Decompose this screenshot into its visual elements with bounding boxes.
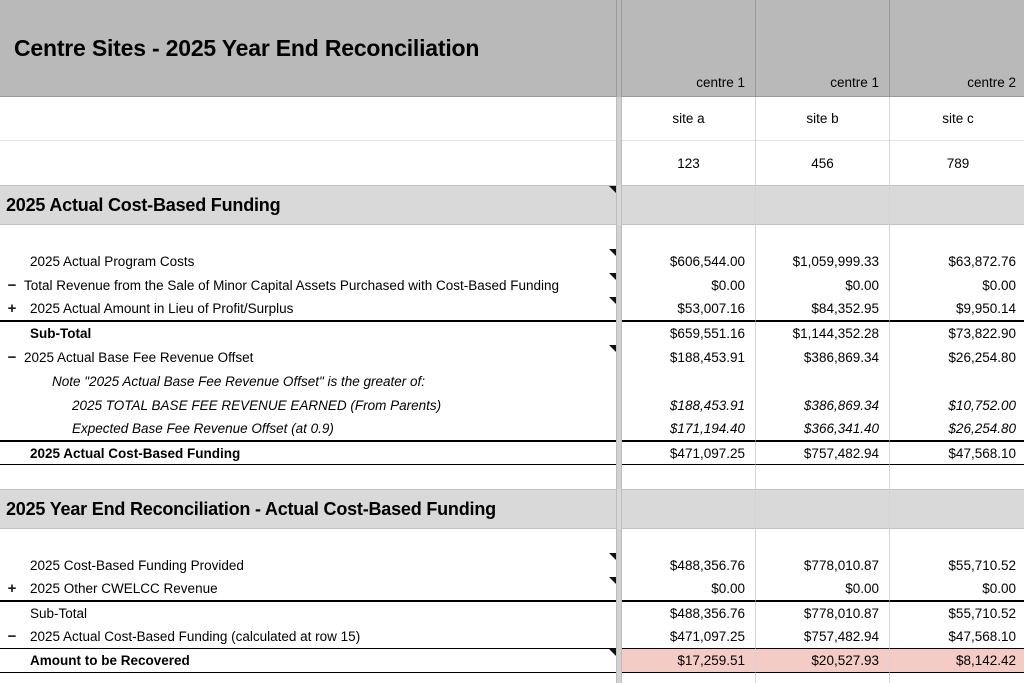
site-number-3: 789 [890,141,1024,185]
site-number-1: 123 [622,141,756,185]
section-2-spacer-3 [890,489,1024,529]
row-value-1: $0.00 [622,273,756,297]
number-row-label-cell [0,141,616,185]
spacer-value-3 [890,465,1024,489]
row-value-2: $757,482.94 [756,625,890,649]
spacer-row [0,529,1024,553]
section-2-title-cell [0,489,616,529]
page-title: Centre Sites - 2025 Year End Reconciliation [14,34,480,61]
row-label-cell [0,553,616,577]
row-value-1: $606,544.00 [622,249,756,273]
section-1-title: 2025 Actual Cost-Based Funding [6,194,281,215]
row-label-cell [0,249,616,273]
operator-symbol: + [7,580,17,597]
row-label: 2025 Actual Cost-Based Funding [30,445,241,461]
row-value-1: $17,259.51 [622,649,756,673]
spacer-row [0,465,1024,489]
row-label: Expected Base Fee Revenue Offset (at 0.9) [72,421,334,436]
row-label-cell [0,393,616,417]
row-value-1: $53,007.16 [622,297,756,321]
row-value-2: $386,869.34 [756,393,890,417]
spacer-label [0,465,616,489]
row-value-2: $84,352.95 [756,297,890,321]
spacer-value-2 [756,225,890,249]
centre-header-3: centre 2 [890,0,1024,97]
row-label-cell [0,273,616,297]
row-value-2: $778,010.87 [756,601,890,625]
row-value-2: $1,059,999.33 [756,249,890,273]
row-value-2: $20,527.93 [756,649,890,673]
row-label-cell [0,625,616,649]
spacer-value-1 [622,225,756,249]
table-row-total [0,441,1024,465]
site-row-label-cell [0,97,616,141]
row-value-2: $0.00 [756,577,890,601]
row-value-3: $55,710.52 [890,601,1024,625]
row-value-1: $171,194.40 [622,417,756,441]
row-label-cell [0,577,616,601]
spacer-value-2 [756,673,890,683]
row-value-2: $757,482.94 [756,441,890,465]
section-2-spacer-2 [756,489,890,529]
row-label: 2025 Other CWELCC Revenue [30,581,218,596]
row-value-2: $366,341.40 [756,417,890,441]
row-value-3: $26,254.80 [890,417,1024,441]
section-header-year-end-reconciliation [0,489,1024,529]
bottom-spacer-row [0,673,1024,683]
comment-indicator-icon [609,649,616,656]
centre-header-2: centre 1 [756,0,890,97]
row-value-1: $488,356.76 [622,553,756,577]
spacer-label [0,529,616,553]
row-value-1: $659,551.16 [622,321,756,345]
table-row-note [0,417,1024,441]
spacer-label [0,225,616,249]
row-label: Sub-Total [30,606,88,621]
row-value-1: $188,453.91 [622,345,756,369]
row-value-2: $1,144,352.28 [756,321,890,345]
row-label: Note "2025 Actual Base Fee Revenue Offset" is the greater of: [52,373,426,389]
table-row-note [0,393,1024,417]
table-row-subtotal [0,321,1024,345]
row-label: 2025 Actual Program Costs [30,253,195,269]
row-value-2 [756,369,890,393]
row-value-1: $188,453.91 [622,393,756,417]
row-label: 2025 TOTAL BASE FEE REVENUE EARNED (From Parents) [72,397,442,413]
row-value-2: $778,010.87 [756,553,890,577]
comment-indicator-icon [609,553,616,560]
operator-symbol: + [7,300,17,317]
section-1-spacer-3 [890,185,1024,225]
title-row [0,0,1024,97]
table-row [0,297,1024,321]
table-row-subtotal [0,601,1024,625]
operator-symbol: − [7,348,17,366]
row-label-cell [0,345,616,369]
centre-header-1: centre 1 [622,0,756,97]
row-label-cell [0,601,616,625]
spacer-label [0,673,616,683]
site-row [0,97,1024,141]
site-number-row [0,141,1024,185]
row-value-3: $73,822.90 [890,321,1024,345]
row-label-cell [0,649,616,673]
comment-indicator-icon [609,249,616,256]
table-row [0,249,1024,273]
row-label-cell [0,321,616,345]
document-title-cell [0,0,616,97]
row-label: Sub-Total [30,326,92,341]
row-value-3: $63,872.76 [890,249,1024,273]
row-value-3: $9,950.14 [890,297,1024,321]
row-value-3: $0.00 [890,273,1024,297]
row-value-2: $386,869.34 [756,345,890,369]
row-value-3: $0.00 [890,577,1024,601]
spacer-value-1 [622,465,756,489]
row-value-3 [890,369,1024,393]
spacer-value-2 [756,529,890,553]
section-1-title-cell [0,185,616,225]
row-value-1 [622,369,756,393]
site-number-2: 456 [756,141,890,185]
row-value-1: $471,097.25 [622,441,756,465]
row-value-1: $471,097.25 [622,625,756,649]
spacer-row [0,225,1024,249]
row-label: 2025 Cost-Based Funding Provided [30,557,244,573]
row-label: 2025 Actual Base Fee Revenue Offset [24,349,254,365]
row-label-cell [0,369,616,393]
table-row-note [0,369,1024,393]
section-2-title: 2025 Year End Reconciliation - Actual Cost-Based Funding [6,498,496,519]
row-value-3: $47,568.10 [890,441,1024,465]
site-header-2: site b [756,97,890,141]
row-label: Amount to be Recovered [30,653,190,668]
comment-indicator-icon [609,577,616,584]
row-value-3: $47,568.10 [890,625,1024,649]
row-label: Total Revenue from the Sale of Minor Capital Assets Purchased with Cost-Based Funding [24,277,560,293]
spacer-value-2 [756,465,890,489]
row-value-3: $8,142.42 [890,649,1024,673]
table-row [0,273,1024,297]
row-label-cell [0,297,616,321]
spacer-value-3 [890,529,1024,553]
table-row [0,625,1024,649]
section-1-spacer-1 [622,185,756,225]
table-row [0,577,1024,601]
comment-indicator-icon [609,186,616,193]
spacer-value-3 [890,225,1024,249]
row-label: 2025 Actual Amount in Lieu of Profit/Surplus [30,301,294,316]
row-value-1: $488,356.76 [622,601,756,625]
spacer-value-3 [890,673,1024,683]
comment-indicator-icon [609,345,616,352]
section-2-spacer-1 [622,489,756,529]
site-header-1: site a [622,97,756,141]
operator-symbol: − [7,276,17,294]
operator-symbol: − [7,628,17,645]
table-row [0,553,1024,577]
row-value-1: $0.00 [622,577,756,601]
row-label-cell [0,417,616,441]
row-value-3: $26,254.80 [890,345,1024,369]
row-label-cell [0,441,616,465]
table-row [0,345,1024,369]
comment-indicator-icon [609,273,616,280]
spacer-value-1 [622,673,756,683]
row-value-3: $55,710.52 [890,553,1024,577]
site-header-3: site c [890,97,1024,141]
section-1-spacer-2 [756,185,890,225]
table-row-amount-recovered [0,649,1024,673]
comment-indicator-icon [609,297,616,304]
section-header-actual-cost-based-funding [0,185,1024,225]
row-value-2: $0.00 [756,273,890,297]
spacer-value-1 [622,529,756,553]
row-label: 2025 Actual Cost-Based Funding (calculated at row 15) [30,629,361,644]
row-value-3: $10,752.00 [890,393,1024,417]
